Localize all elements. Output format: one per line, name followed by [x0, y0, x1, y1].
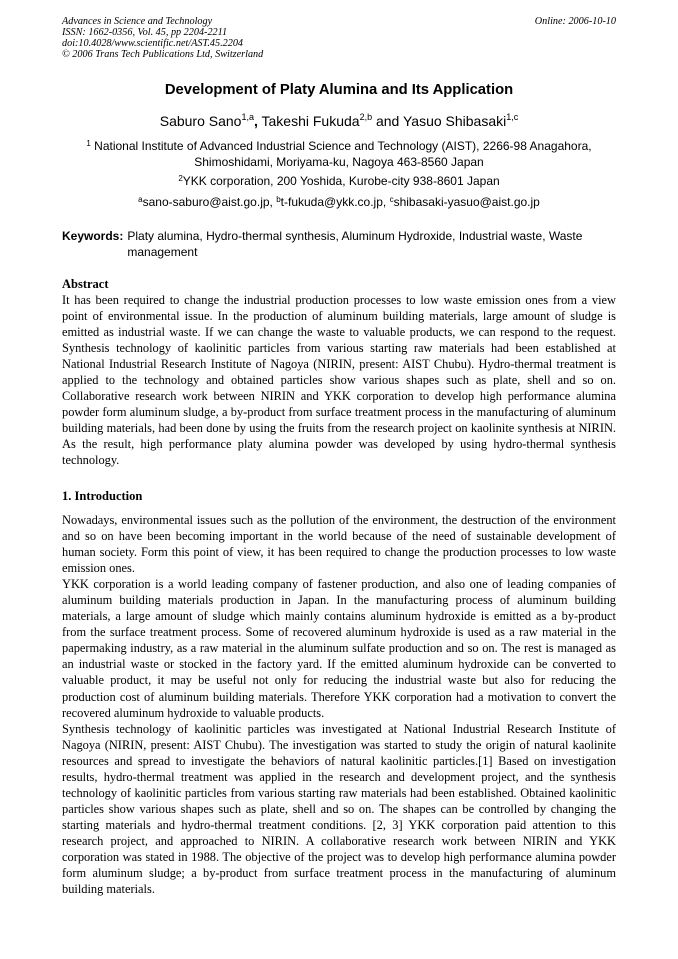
author-separator: , — [253, 113, 258, 129]
paper-title: Development of Platy Alumina and Its Application — [164, 82, 514, 98]
email-marker: a — [138, 195, 143, 204]
issn-line: ISSN: 1662-0356, Vol. 45, pp 2204-2211 — [62, 27, 228, 38]
keywords-block — [62, 229, 616, 260]
journal-name: Advances in Science and Technology — [62, 16, 213, 27]
copyright-line: © 2006 Trans Tech Publications Ltd, Switzerland — [62, 49, 264, 60]
author-name: Yasuo Shibasaki — [402, 113, 507, 129]
keywords-label: Keywords: — [62, 229, 124, 243]
email-address[interactable]: sano-saburo@aist.go.jp, — [142, 195, 273, 209]
author-name: Saburo Sano — [159, 113, 242, 129]
affiliation-1 — [62, 138, 616, 170]
intro-paragraph: Synthesis technology of kaolinitic particles was investigated at National Industrial Research Institute of Nagoya (NIRIN, present: AIST Chubu). The investigation was started to study the origin of natural kaolinite resources and spread to investigate the behaviors of natural kaolinitic particles.[1] Based on investigation results, hydro-thermal treatment was applied in the research and development project, and the synthesis technology of kaolinitic particles from various starting raw materials had been established. Obtained kaolinitic particles show various shapes such as plate, shell and so on. The shapes can be controlled by changing the starting materials and hydro-thermal treatment conditions. [2, 3] YKK corporation paid attention to this research project, and approached to NIRIN. A collaborative research work between NIRIN and YKK corporation was stated in 1988. The objective of the project was to develop high performance alumina powder form aluminum sludge; a by-product from surface treatment process in the manufacturing of aluminum building materials. — [62, 721, 616, 897]
abstract-paragraph: It has been required to change the industrial production processes to low waste emission ones from a view point of environmental issue. In the production of aluminum building materials, large amount of sludge is emitted as industrial waste. If we can change the waste to valuable products, we can respond to the request. Synthesis technology of kaolinitic particles from various starting raw materials had been established at National Industrial Research Institute of Nagoya (NIRIN, present: AIST Chubu). Hydro-thermal treatment is applied to the technology and obtained particles show various shapes such as plate, shell and so on. Collaborative research work between NIRIN and YKK corporation to develop high performance alumina powder form aluminum sludge, a by-product from surface treatment process in the manufacturing of aluminum building materials, had been done by using the fruits from the research project on kaolinite synthesis at NIRIN. As the result, high performance platy alumina powder was developed by using hydro-thermal synthesis technology. — [62, 293, 616, 468]
intro-paragraph: Nowadays, environmental issues such as the pollution of the environment, the destruction of the environment and so on have been becoming important in the world because of the need of sustainable development of human society. Form this point of view, it has been required to change the production processes to low waste emission ones. — [62, 513, 616, 576]
affiliation-marker: 2 — [178, 174, 183, 183]
author-list — [62, 110, 616, 132]
affiliation-text: YKK corporation, 200 Yoshida, Kurobe-city 938-8601 Japan — [182, 174, 500, 188]
online-date: Online: 2006-10-10 — [534, 16, 616, 27]
author-superscript: 2,b — [359, 112, 373, 122]
email-address[interactable]: shibasaki-yasuo@aist.go.jp — [393, 195, 540, 209]
author-superscript: 1,c — [506, 112, 519, 122]
abstract-heading: Abstract — [62, 277, 109, 291]
email-address[interactable]: t-fukuda@ykk.co.jp, — [280, 195, 387, 209]
email-marker: c — [389, 195, 394, 204]
email-marker: b — [276, 195, 281, 204]
affiliation-2 — [62, 173, 616, 189]
affiliation-text: National Institute of Advanced Industrial Science and Technology (AIST), 2266-98 Anagahora, Shimoshidami, Moriyama-ku, Nagoya 463-8560 Japan — [94, 139, 592, 169]
author-superscript: 1,a — [241, 112, 254, 122]
author-name: Takeshi Fukuda — [261, 113, 360, 129]
introduction-heading: 1. Introduction — [62, 489, 143, 503]
keywords-text: Platy alumina, Hydro-thermal synthesis, Aluminum Hydroxide, Industrial waste, Waste management — [127, 229, 583, 259]
introduction-body — [62, 512, 616, 897]
email-line — [62, 194, 616, 210]
author-conjunction: and — [375, 113, 400, 129]
running-header — [62, 16, 616, 60]
abstract-body — [62, 292, 616, 469]
affiliation-marker: 1 — [86, 139, 91, 148]
doi-line: doi:10.4028/www.scientific.net/AST.45.2204 — [62, 38, 244, 49]
intro-paragraph: YKK corporation is a world leading company of fastener production, and also one of leading companies of aluminum building materials production in Japan. In the manufacturing process of aluminum building materials, a large amount of sludge which mainly contains aluminum hydroxide is emitted as a by-product from the surface treatment process. Some of recovered aluminum hydroxide is used as a raw material in the papermaking industry, as a raw material in the aluminum sulfate production and so on. The rest is managed as an industrial waste or stocked in the factory yard. If the emitted aluminum hydroxide can be converted to valuable product, it may be useful not only for reducing the industrial waste but also for reducing the production cost of aluminum building materials. Therefore YKK corporation had a motivation to convert the recovered aluminum hydroxide to valuable products. — [62, 577, 616, 720]
